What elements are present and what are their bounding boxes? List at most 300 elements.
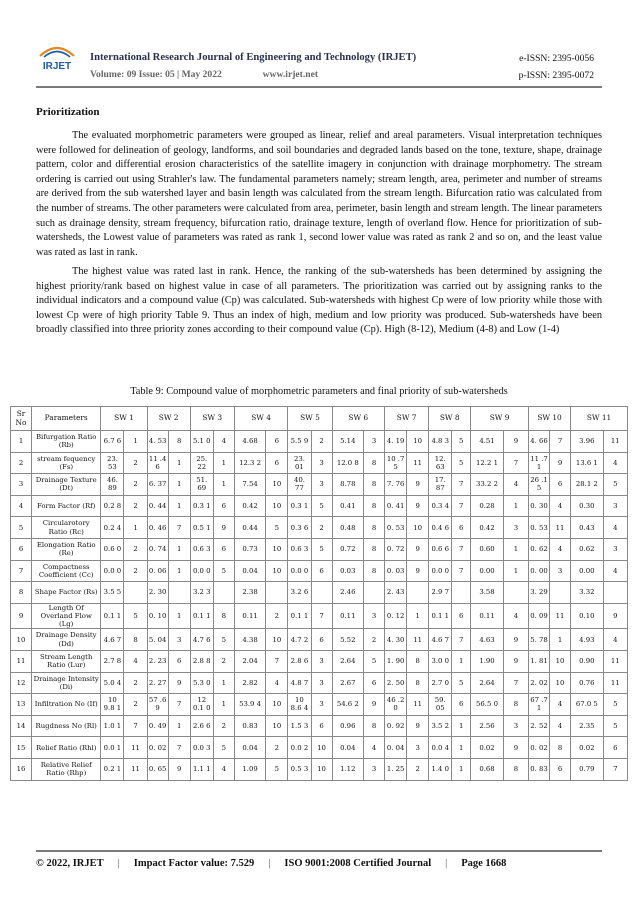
page-footer: © 2022, IRJET | Impact Factor value: 7.529 | ISO 9001:2008 Certified Journal | Page 1668 [36,858,507,869]
cell-value: 5.3 0 [190,672,213,694]
cell-value: 0.00 [471,560,504,582]
table-row [11,582,628,604]
cell-rank: 2 [311,431,332,453]
cell-value: 0.02 [571,737,604,759]
cell-rank: 7 [124,715,147,737]
cell-rank: 2 [124,495,147,517]
table-row [11,452,628,474]
cell-value: 0. 04 [385,737,407,759]
cell-value: 0.30 [571,495,604,517]
cell-value: 51. 69 [190,474,213,496]
table-row [11,517,628,539]
cell-value: 0.68 [471,758,504,780]
cell-rank: 4 [124,650,147,672]
cell-rank: 10 [266,560,288,582]
cell-rank [550,582,571,604]
cell-rank: 2 [124,694,147,716]
cell-value: 28.1 2 [571,474,604,496]
cell-value: 33.2 2 [471,474,504,496]
cell-value: 0.3 6 [288,517,311,539]
cell-sr-no: 11 [11,650,32,672]
cell-parameter: Infiltration No (If) [32,694,101,716]
cell-value: 2.6 6 [190,715,213,737]
cell-parameter: Length Of Overland Flow (Lg) [32,603,101,629]
table-row [11,474,628,496]
cell-rank: 6 [550,474,571,496]
header-sw9: SW 9 [471,407,529,431]
cell-value: 0.60 [471,538,504,560]
header-sw2: SW 2 [147,407,190,431]
cell-rank: 3 [311,672,332,694]
cell-rank: 7 [452,560,471,582]
cell-rank: 8 [550,737,571,759]
cell-rank [452,582,471,604]
cell-rank [503,582,528,604]
footer-copyright: © 2022, IRJET [36,858,104,869]
cell-value: 1.5 3 [288,715,311,737]
cell-rank: 10 [407,517,429,539]
cell-rank: 5 [452,672,471,694]
cell-value: 1. 90 [385,650,407,672]
cell-rank: 1 [452,737,471,759]
cell-rank: 9 [364,694,385,716]
cell-rank: 5 [603,474,627,496]
cell-value: 2. 27 [147,672,168,694]
header-sw1: SW 1 [101,407,147,431]
cell-value: 1. 81 [529,650,550,672]
cell-value: 2. 43 [385,582,407,604]
cell-rank: 8 [364,474,385,496]
cell-value: 0.5 3 [288,758,311,780]
cell-rank: 5 [124,603,147,629]
cell-value: 0. 46 [147,517,168,539]
cell-sr-no: 4 [11,495,32,517]
cell-value: 0.0 0 [429,560,452,582]
cell-value: 11 .7 1 [529,452,550,474]
cell-value: 4. 30 [385,629,407,651]
cell-rank [266,582,288,604]
cell-value: 2.46 [332,582,364,604]
cell-value: 8.78 [332,474,364,496]
cell-rank: 4 [364,737,385,759]
cell-value: 0.48 [332,517,364,539]
cell-value: 0. 30 [529,495,550,517]
cell-value: 0.0 1 [101,737,124,759]
cell-rank: 10 [266,538,288,560]
cell-sr-no: 9 [11,603,32,629]
cell-value: 46. 89 [101,474,124,496]
cell-value: 2.8 8 [190,650,213,672]
cell-value: 2.7 8 [101,650,124,672]
cell-rank: 3 [311,694,332,716]
cell-rank: 5 [311,538,332,560]
paragraph-1: The evaluated morphometric parameters were grouped as linear, relief and areal parameters. Visual interpretation techniques were followed for delineation of geology, landforms, and soil boundaries and degraded lands based on the tone, texture, shape, drainage pattern, color and differential erosion characteristics of the satellite imagery in conjunction with drainage morphometry. The stream ordering is carried out using Strahler's law. The fundamental parameters namely; stream length, area, perimeter and number of streams are derived from the sub watershed layer and basin length was calculated from the stream length. Bifurcation ratio was calculated from the number of streams. The other parameters were calculated from area, perimeter, basin length and stream length. The linear parameters such as drainage density, stream frequency, bifurcation ratio, drainage texture, length of overland flow. Hence for prioritization of sub-watersheds, the Lowest value of parameters was rated as rank 1, second lower value was rated as rank 2 and so on, and the least value was rated as last in rank. [36,130,602,258]
cell-value: 4.7 2 [288,629,311,651]
cell-value: 0.1 1 [101,603,124,629]
eissn: e-ISSN: 2395-0056 [519,53,594,64]
cell-rank: 1 [168,495,190,517]
cell-value: 12.0 8 [332,452,364,474]
cell-rank [603,582,627,604]
cell-rank: 8 [364,452,385,474]
table-row [11,694,628,716]
cell-rank: 4 [603,629,627,651]
cell-value: 5.5 9 [288,431,311,453]
cell-rank: 9 [407,560,429,582]
cell-value: 4. 66 [529,431,550,453]
cell-rank: 4 [550,538,571,560]
cell-rank [213,582,234,604]
cell-value: 0.03 [332,560,364,582]
paragraph-2: The highest value was rated last in rank. Hence, the ranking of the sub-watersheds has been determined by assigning the highest priority/rank based on highest value in case of all parameters. The prioritization was carried out by assigning ranks to the individual indicators and a compound value (Cp) was calculated. Sub-watersheds with highest Cp were of low priority while those with lowest Cp were of high priority Table 9. Thus an index of high, medium and low priority was produced. Sub-watersheds have been broadly classified into three priority zones according to their compound value (Cp). High (8-12), Medium (4-8) and Low (1-4) [36,266,602,336]
cell-rank: 5 [452,452,471,474]
cell-rank: 6 [311,560,332,582]
table-row [11,758,628,780]
cell-rank: 7 [452,495,471,517]
cell-value: 2.7 0 [429,672,452,694]
cell-value: 4.8 3 [429,431,452,453]
cell-rank: 4 [550,495,571,517]
cell-rank: 2 [364,629,385,651]
cell-rank: 1 [168,560,190,582]
cell-rank: 9 [407,474,429,496]
cell-value: 0.44 [234,517,266,539]
cell-value: 3.5 5 [101,582,124,604]
cell-rank: 7 [168,517,190,539]
cell-parameter: Elongation Ratio (Re) [32,538,101,560]
table-row [11,715,628,737]
cell-rank: 4 [603,452,627,474]
cell-rank: 4 [266,672,288,694]
cell-value: 11 .4 6 [147,452,168,474]
cell-rank: 6 [550,758,571,780]
cell-value: 0.76 [571,672,604,694]
cell-value: 0.72 [332,538,364,560]
cell-value: 0. 83 [529,758,550,780]
cell-value: 0. 62 [529,538,550,560]
cell-value: 2.56 [471,715,504,737]
cell-value: 7.54 [234,474,266,496]
cell-rank: 1 [503,538,528,560]
cell-rank: 3 [550,560,571,582]
cell-value: 2.9 7 [429,582,452,604]
cell-rank: 8 [124,629,147,651]
cell-rank: 1 [168,538,190,560]
cell-value: 0.0 0 [190,560,213,582]
journal-volume-line [90,69,318,80]
cell-value: 2.35 [571,715,604,737]
cell-value: 1.12 [332,758,364,780]
cell-value: 0.0 4 [429,737,452,759]
cell-rank: 7 [503,452,528,474]
cell-rank: 9 [603,603,627,629]
cell-rank: 1 [124,517,147,539]
cell-value: 0.0 0 [288,560,311,582]
cell-value: 0.2 8 [101,495,124,517]
table-row [11,431,628,453]
cell-parameter: Drainage Density (Dd) [32,629,101,651]
cell-rank: 4 [603,517,627,539]
cell-value: 2. 23 [147,650,168,672]
cell-value: 17. 87 [429,474,452,496]
header-sw5: SW 5 [288,407,332,431]
cell-rank: 10 [550,672,571,694]
cell-value: 12.2 1 [471,452,504,474]
cell-value: 12.3 2 [234,452,266,474]
cell-rank: 11 [603,672,627,694]
cell-value: 7. 76 [385,474,407,496]
cell-rank: 7 [550,431,571,453]
cell-value: 5. 78 [529,629,550,651]
cell-value: 67.0 5 [571,694,604,716]
cell-value: 53.9 4 [234,694,266,716]
cell-parameter: stream fequency (Fs) [32,452,101,474]
cell-rank: 2 [213,715,234,737]
cell-rank: 11 [550,603,571,629]
cell-rank: 7 [311,603,332,629]
cell-value: 0.6 3 [190,538,213,560]
cell-value: 0. 92 [385,715,407,737]
cell-rank: 9 [503,431,528,453]
footer-iso: ISO 9001:2008 Certified Journal [284,858,432,869]
cell-value: 2.82 [234,672,266,694]
cell-rank: 2 [124,672,147,694]
cell-value: 4.7 6 [190,629,213,651]
cell-value: 1.4 0 [429,758,452,780]
cell-rank: 6 [364,672,385,694]
cell-value: 0.02 [471,737,504,759]
cell-rank: 1 [452,715,471,737]
cell-parameter: Relative Relief Ratio (Rhp) [32,758,101,780]
cell-value: 0.62 [571,538,604,560]
cell-value: 4.93 [571,629,604,651]
cell-rank: 1 [503,560,528,582]
cell-rank: 8 [364,538,385,560]
cell-value: 4.38 [234,629,266,651]
cell-rank: 8 [503,694,528,716]
cell-value: 0. 49 [147,715,168,737]
cell-value: 5. 04 [147,629,168,651]
cell-value: 4.68 [234,431,266,453]
cell-parameter: Form Factor (Rf) [32,495,101,517]
cell-value: 0.90 [571,650,604,672]
cell-parameter: Relief Ratio (Rhl) [32,737,101,759]
cell-value: 3. 29 [529,582,550,604]
cell-value: 5.1 0 [190,431,213,453]
cell-rank: 11 [407,452,429,474]
irjet-logo [36,42,78,72]
cell-rank: 4 [550,715,571,737]
cell-rank: 10 [266,495,288,517]
cell-value: 0.1 1 [288,603,311,629]
cell-value: 4.6 7 [429,629,452,651]
page-header [0,0,638,81]
cell-rank: 4 [213,431,234,453]
cell-rank: 3 [364,758,385,780]
table-body [11,431,628,781]
cell-value: 0. 02 [529,737,550,759]
cell-rank: 5 [213,737,234,759]
cell-value: 10 9.8 1 [101,694,124,716]
cell-sr-no: 5 [11,517,32,539]
cell-value: 1.90 [471,650,504,672]
cell-rank: 9 [503,629,528,651]
cell-value: 0.0 0 [101,560,124,582]
cell-value: 0.2 1 [101,758,124,780]
cell-rank: 7 [603,758,627,780]
footer-impact: Impact Factor value: 7.529 [133,858,255,869]
cell-rank: 6 [452,694,471,716]
cell-value: 23. 53 [101,452,124,474]
cell-value: 0.42 [234,495,266,517]
cell-value: 3.58 [471,582,504,604]
cell-rank: 9 [213,517,234,539]
cell-parameter: Circularotory Ratio (Rc) [32,517,101,539]
cell-value: 4.63 [471,629,504,651]
cell-value: 2.64 [332,650,364,672]
cell-rank: 6 [603,737,627,759]
cell-value: 0.04 [234,737,266,759]
pissn: p-ISSN: 2395-0072 [518,70,594,81]
cell-value: 0.28 [471,495,504,517]
cell-rank: 1 [168,452,190,474]
cell-value: 2.64 [471,672,504,694]
cell-rank: 4 [603,560,627,582]
cell-value: 0. 03 [385,560,407,582]
cell-rank: 11 [603,650,627,672]
cell-rank: 11 [603,431,627,453]
cell-value: 1.0 1 [101,715,124,737]
cell-value: 0.04 [234,560,266,582]
cell-value: 0.83 [234,715,266,737]
cell-rank: 1 [124,431,147,453]
header-sw6: SW 6 [332,407,385,431]
cell-value: 0. 06 [147,560,168,582]
cell-value: 4.6 7 [101,629,124,651]
cell-value: 0. 44 [147,495,168,517]
cell-rank: 11 [550,517,571,539]
cell-value: 54.6 2 [332,694,364,716]
cell-sr-no: 3 [11,474,32,496]
cell-value: 0.1 1 [190,603,213,629]
journal-website[interactable]: www.irjet.net [262,69,319,80]
cell-value: 3.2 3 [190,582,213,604]
cell-rank: 8 [168,431,190,453]
cell-value: 0.00 [571,560,604,582]
cell-value: 0. 00 [529,560,550,582]
cell-rank: 4 [503,474,528,496]
header-sr-no: Sr No [11,407,32,431]
cell-rank: 8 [364,560,385,582]
cell-rank: 2 [266,737,288,759]
cell-sr-no: 6 [11,538,32,560]
cell-rank: 5 [213,560,234,582]
cell-rank: 1 [407,603,429,629]
cell-rank: 10 [407,431,429,453]
cell-rank: 3 [311,474,332,496]
cell-rank: 7 [168,737,190,759]
cell-value: 0.11 [332,603,364,629]
cell-rank: 3 [603,538,627,560]
cell-rank: 1 [452,758,471,780]
table-header-row [11,407,628,431]
cell-rank: 8 [364,517,385,539]
cell-rank: 8 [503,758,528,780]
cell-value: 0. 74 [147,538,168,560]
cell-rank: 7 [168,694,190,716]
cell-sr-no: 13 [11,694,32,716]
cell-sr-no: 15 [11,737,32,759]
cell-rank: 9 [407,495,429,517]
cell-sr-no: 10 [11,629,32,651]
cell-sr-no: 7 [11,560,32,582]
cell-rank: 9 [407,538,429,560]
cell-value: 0.42 [471,517,504,539]
header-sw8: SW 8 [429,407,471,431]
cell-value: 0.6 0 [101,538,124,560]
cell-rank: 6 [213,495,234,517]
cell-value: 0.0 3 [190,737,213,759]
cell-value: 2.67 [332,672,364,694]
compound-value-table [10,406,628,781]
cell-rank: 11 [407,629,429,651]
cell-sr-no: 12 [11,672,32,694]
cell-value: 0.73 [234,538,266,560]
cell-rank: 7 [452,474,471,496]
journal-volume: Volume: 09 Issue: 05 | May 2022 [90,69,222,80]
header-rule [36,86,602,88]
cell-rank: 1 [213,672,234,694]
cell-value: 0. 41 [385,495,407,517]
cell-rank: 2 [213,650,234,672]
table-row [11,737,628,759]
cell-value: 12. 63 [429,452,452,474]
cell-rank: 1 [168,715,190,737]
cell-value: 2.38 [234,582,266,604]
cell-value: 0.04 [332,737,364,759]
cell-rank: 11 [124,758,147,780]
cell-value: 0.4 6 [429,517,452,539]
cell-rank: 11 [407,694,429,716]
cell-rank: 5 [452,431,471,453]
cell-value: 3.5 2 [429,715,452,737]
cell-value: 0.0 2 [288,737,311,759]
logo-text: IRJET [42,61,72,72]
cell-value: 12 0.1 0 [190,694,213,716]
cell-rank: 2 [311,517,332,539]
cell-rank: 3 [503,715,528,737]
cell-rank: 10 [311,758,332,780]
cell-parameter: Stream Length Ratio (Lur) [32,650,101,672]
cell-value: 0.3 1 [288,495,311,517]
cell-value: 0.79 [571,758,604,780]
cell-rank: 5 [266,758,288,780]
cell-value: 0.5 1 [190,517,213,539]
cell-value: 1.09 [234,758,266,780]
cell-rank: 5 [603,715,627,737]
cell-rank: 5 [364,650,385,672]
cell-rank: 6 [213,538,234,560]
cell-value: 2. 02 [529,672,550,694]
cell-rank: 5 [213,629,234,651]
cell-rank: 3 [364,431,385,453]
cell-rank: 1 [168,603,190,629]
cell-rank: 9 [168,672,190,694]
cell-rank: 2 [124,560,147,582]
cell-rank: 3 [311,650,332,672]
table-row [11,538,628,560]
cell-rank [168,582,190,604]
